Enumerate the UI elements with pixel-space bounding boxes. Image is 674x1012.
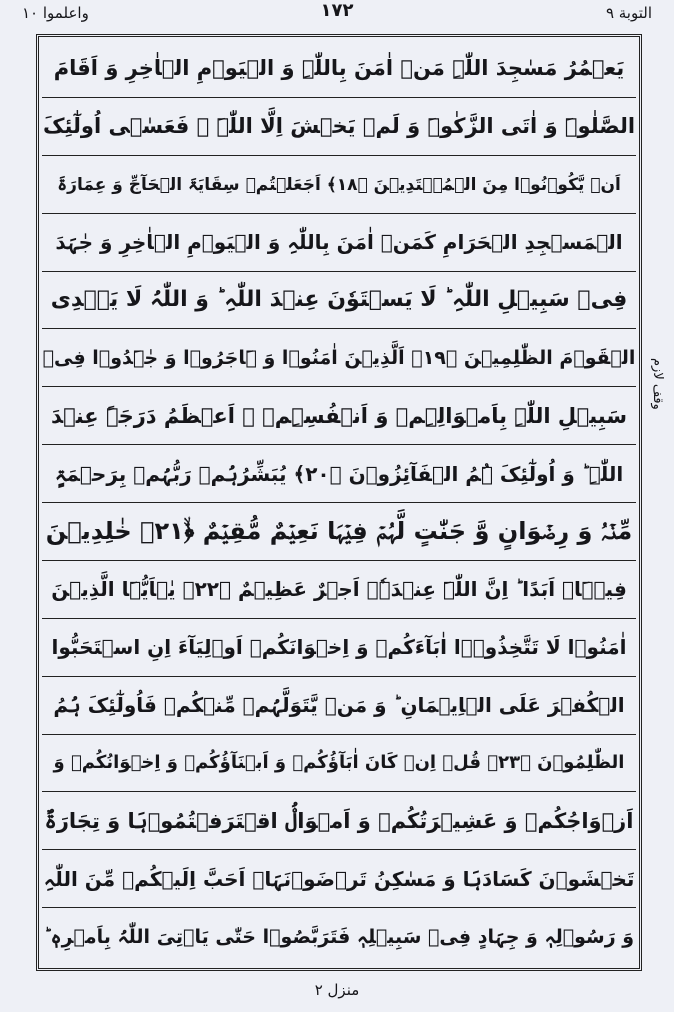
verse-line: فِیۡہَاۤ اَبَدًا ؕ اِنَّ اللّٰہَ عِنۡدَہٗۤ اَجۡرٌ عَظِیۡمٌ ﴿۲۲﴾ یٰۤاَیُّہَا الَّذِیۡنَ — [42, 561, 636, 619]
page-number: ۱۷۲ — [320, 0, 354, 21]
verse-line: الظّٰلِمُوۡنَ ﴿۲۳﴾ قُلۡ اِنۡ کَانَ اٰبَآؤُکُمۡ وَ اَبۡنَآؤُکُمۡ وَ اِخۡوَانُکُمۡ وَ — [42, 735, 636, 793]
verse-line: وَ رَسُوۡلِہٖ وَ جِہَادٍ فِیۡ سَبِیۡلِہٖ فَتَرَبَّصُوۡا حَتّٰی یَاۡتِیَ اللّٰہُ بِاَمۡرِہٖ ؕ — [43, 925, 635, 948]
verse-line: الۡقَوۡمَ الظّٰلِمِیۡنَ ﴿۱۹﴾ اَلَّذِیۡنَ اٰمَنُوۡا وَ ہَاجَرُوۡا وَ جٰہَدُوۡا فِیۡ — [42, 329, 636, 387]
page-header — [0, 0, 674, 34]
verse-line: اللّٰہِ ؕ وَ اُولٰٓئِکَ ہُمُ الۡفَآئِزُوۡنَ ﴿۲۰﴾ یُبَشِّرُہُمۡ رَبُّہُمۡ بِرَحۡمَۃٍ — [42, 445, 636, 503]
verse-line: فِیۡ سَبِیۡلِ اللّٰہِ ؕ لَا یَسۡتَوٗنَ عِنۡدَ اللّٰہِ ؕ وَ اللّٰہُ لَا یَہۡدِی — [42, 272, 636, 330]
verse-line: اٰمَنُوۡا لَا تَتَّخِذُوۡۤا اٰبَآءَکُمۡ وَ اِخۡوَانَکُمۡ اَوۡلِیَآءَ اِنِ اسۡتَحَبُّوا — [42, 619, 636, 677]
verse-line: الصَّلٰوۃَ وَ اٰتَی الزَّکٰوۃَ وَ لَمۡ یَخۡشَ اِلَّا اللّٰہَ ۟ فَعَسٰۤی اُولٰٓئِکَ — [42, 98, 636, 156]
verse-line: مِّنۡہُ وَ رِضۡوَانٍ وَّ جَنّٰتٍ لَّہُمۡ فِیۡہَا نَعِیۡمٌ مُّقِیۡمٌ ﴿ۙ۲۱﴾ خٰلِدِیۡنَ — [42, 503, 636, 561]
verse-line: تَخۡشَوۡنَ کَسَادَہَا وَ مَسٰکِنُ تَرۡضَوۡنَہَاۤ اَحَبَّ اِلَیۡکُمۡ مِّنَ اللّٰہِ — [42, 850, 636, 908]
text-frame — [36, 34, 642, 971]
verse-line: یَعۡمُرُ مَسٰجِدَ اللّٰہِ مَنۡ اٰمَنَ بِاللّٰہِ وَ الۡیَوۡمِ الۡاٰخِرِ وَ اَقَامَ — [42, 40, 636, 98]
verse-line: سَبِیۡلِ اللّٰہِ بِاَمۡوَالِہِمۡ وَ اَنۡفُسِہِمۡ ۙ اَعۡظَمُ دَرَجَۃً عِنۡدَ — [42, 387, 636, 445]
surah-name: التوبة ۹ — [605, 4, 652, 22]
verse-lines — [42, 40, 636, 965]
verse-line: الۡکُفۡرَ عَلَی الۡاِیۡمَانِ ؕ وَ مَنۡ یَّتَوَلَّہُمۡ مِّنۡکُمۡ فَاُولٰٓئِکَ ہُمُ — [42, 677, 636, 735]
verse-line: اَنۡ یَّکُوۡنُوۡا مِنَ الۡمُہۡتَدِیۡنَ ﴿۱۸﴾ اَجَعَلۡتُمۡ سِقَایَۃَ الۡحَآجِّ وَ عِمَارَۃَ — [42, 156, 636, 214]
verse-line: الۡمَسۡجِدِ الۡحَرَامِ کَمَنۡ اٰمَنَ بِاللّٰہِ وَ الۡیَوۡمِ الۡاٰخِرِ وَ جٰہَدَ — [42, 214, 636, 272]
verse-line: اَزۡوَاجُکُمۡ وَ عَشِیۡرَتُکُمۡ وَ اَمۡوَالُۨ اقۡتَرَفۡتُمُوۡہَا وَ تِجَارَۃٌ — [42, 792, 636, 850]
manzil-footer: منزل ۲ — [314, 981, 360, 999]
waqf-margin-note: وقف لازم — [650, 358, 665, 410]
juz-name: واعلموا ۱۰ — [22, 4, 89, 22]
